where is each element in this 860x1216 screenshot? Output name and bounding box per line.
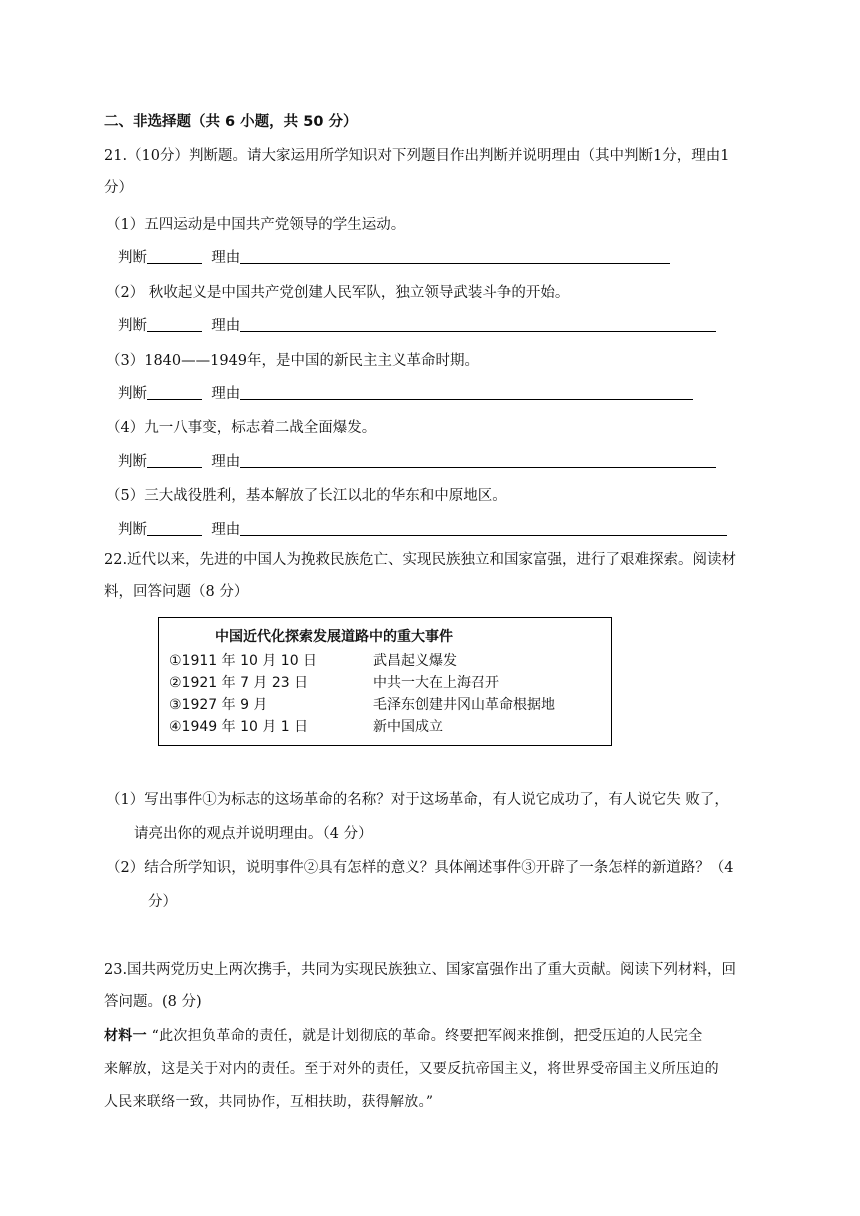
q21-item-5: （5）三大战役胜利，基本解放了长江以北的华东和中原地区。 bbox=[106, 488, 507, 504]
judge-label: 判断 bbox=[118, 386, 147, 402]
reason-blank[interactable] bbox=[240, 384, 693, 400]
q22-sub2-line2: 分） bbox=[148, 894, 177, 910]
judge-blank[interactable] bbox=[147, 248, 202, 264]
event-desc: 中共一大在上海召开 bbox=[373, 675, 499, 691]
judge-label: 判断 bbox=[118, 454, 147, 470]
event-desc: 新中国成立 bbox=[373, 719, 443, 735]
q22-stem-line1: 22.近代以来，先进的中国人为挽救民族危亡、实现民族独立和国家富强，进行了艰难探索。阅读材 bbox=[104, 552, 737, 568]
reason-blank[interactable] bbox=[240, 248, 670, 264]
q23-stem-line2: 答问题。(8 分) bbox=[104, 994, 202, 1010]
q21-item-2: （2） 秋收起义是中国共产党创建人民军队，独立领导武装斗争的开始。 bbox=[106, 285, 570, 301]
judge-label: 判断 bbox=[118, 522, 147, 538]
material-one-line2: 来解放，这是关于对内的责任。至于对外的责任，又要反抗帝国主义，将世界受帝国主义所压迫的 bbox=[104, 1061, 719, 1077]
table-row bbox=[169, 650, 457, 670]
table-row bbox=[169, 716, 443, 736]
q21-answer-2[interactable] bbox=[118, 314, 716, 335]
reason-label: 理由 bbox=[211, 386, 241, 402]
event-desc: 武昌起义爆发 bbox=[373, 653, 457, 669]
material-one-line3: 人民来联络一致，共同协作，互相扶助，获得解放。” bbox=[104, 1094, 434, 1110]
material-label: 材料一 bbox=[104, 1028, 147, 1044]
material-text: “此次担负革命的责任，就是计划彻底的革命。终要把军阀来推倒，把受压迫的人民完全 bbox=[146, 1028, 703, 1044]
q21-stem-line2: 分） bbox=[104, 180, 133, 196]
q21-item-3: （3）1840——1949年，是中国的新民主主义革命时期。 bbox=[106, 353, 480, 369]
q21-item-1: （1）五四运动是中国共产党领导的学生运动。 bbox=[106, 217, 406, 233]
reason-label: 理由 bbox=[211, 250, 241, 266]
q21-answer-1[interactable] bbox=[118, 246, 670, 267]
judge-label: 判断 bbox=[118, 318, 147, 334]
events-table-title: 中国近代化探索发展道路中的重大事件 bbox=[215, 629, 453, 645]
judge-blank[interactable] bbox=[147, 520, 202, 536]
judge-blank[interactable] bbox=[147, 452, 202, 468]
q22-stem-line2: 料，回答问题（8 分） bbox=[104, 584, 249, 600]
event-desc: 毛泽东创建井冈山革命根据地 bbox=[373, 697, 555, 713]
q22-sub1-line2: 请亮出你的观点并说明理由。（4 分） bbox=[134, 826, 373, 842]
judge-label: 判断 bbox=[118, 250, 147, 266]
q22-sub2-line1: （2）结合所学知识，说明事件②具有怎样的意义？具体阐述事件③开辟了一条怎样的新道路？（4 bbox=[106, 860, 734, 876]
q23-stem-line1: 23.国共两党历史上两次携手，共同为实现民族独立、国家富强作出了重大贡献。阅读下列材料，回 bbox=[104, 962, 737, 978]
table-row bbox=[169, 672, 499, 692]
reason-label: 理由 bbox=[211, 522, 241, 538]
material-one-line1 bbox=[104, 1025, 703, 1045]
event-date: ②1921 年 7 月 23 日 bbox=[169, 675, 309, 691]
section-title: 二、非选择题（共 6 小题，共 50 分） bbox=[104, 114, 358, 130]
reason-blank[interactable] bbox=[240, 452, 716, 468]
q22-sub1-line1: （1）写出事件①为标志的这场革命的名称？对于这场革命，有人说它成功了，有人说它失 败了， bbox=[106, 792, 729, 808]
judge-blank[interactable] bbox=[147, 384, 202, 400]
q21-answer-5[interactable] bbox=[118, 518, 727, 539]
judge-blank[interactable] bbox=[147, 316, 202, 332]
event-date: ④1949 年 10 月 1 日 bbox=[169, 719, 309, 735]
q21-stem-line1: 21.（10分）判断题。请大家运用所学知识对下列题目作出判断并说明理由（其中判断1分，理由1 bbox=[104, 148, 730, 164]
reason-blank[interactable] bbox=[240, 316, 716, 332]
reason-label: 理由 bbox=[211, 318, 241, 334]
reason-blank[interactable] bbox=[240, 520, 727, 536]
q21-answer-3[interactable] bbox=[118, 382, 693, 403]
q21-item-4: （4）九一八事变，标志着二战全面爆发。 bbox=[106, 420, 377, 436]
event-date: ③1927 年 9 月 bbox=[169, 697, 268, 713]
event-date: ①1911 年 10 月 10 日 bbox=[169, 653, 318, 669]
table-row bbox=[169, 694, 555, 714]
events-table bbox=[158, 617, 612, 746]
q21-answer-4[interactable] bbox=[118, 450, 716, 471]
reason-label: 理由 bbox=[211, 454, 241, 470]
